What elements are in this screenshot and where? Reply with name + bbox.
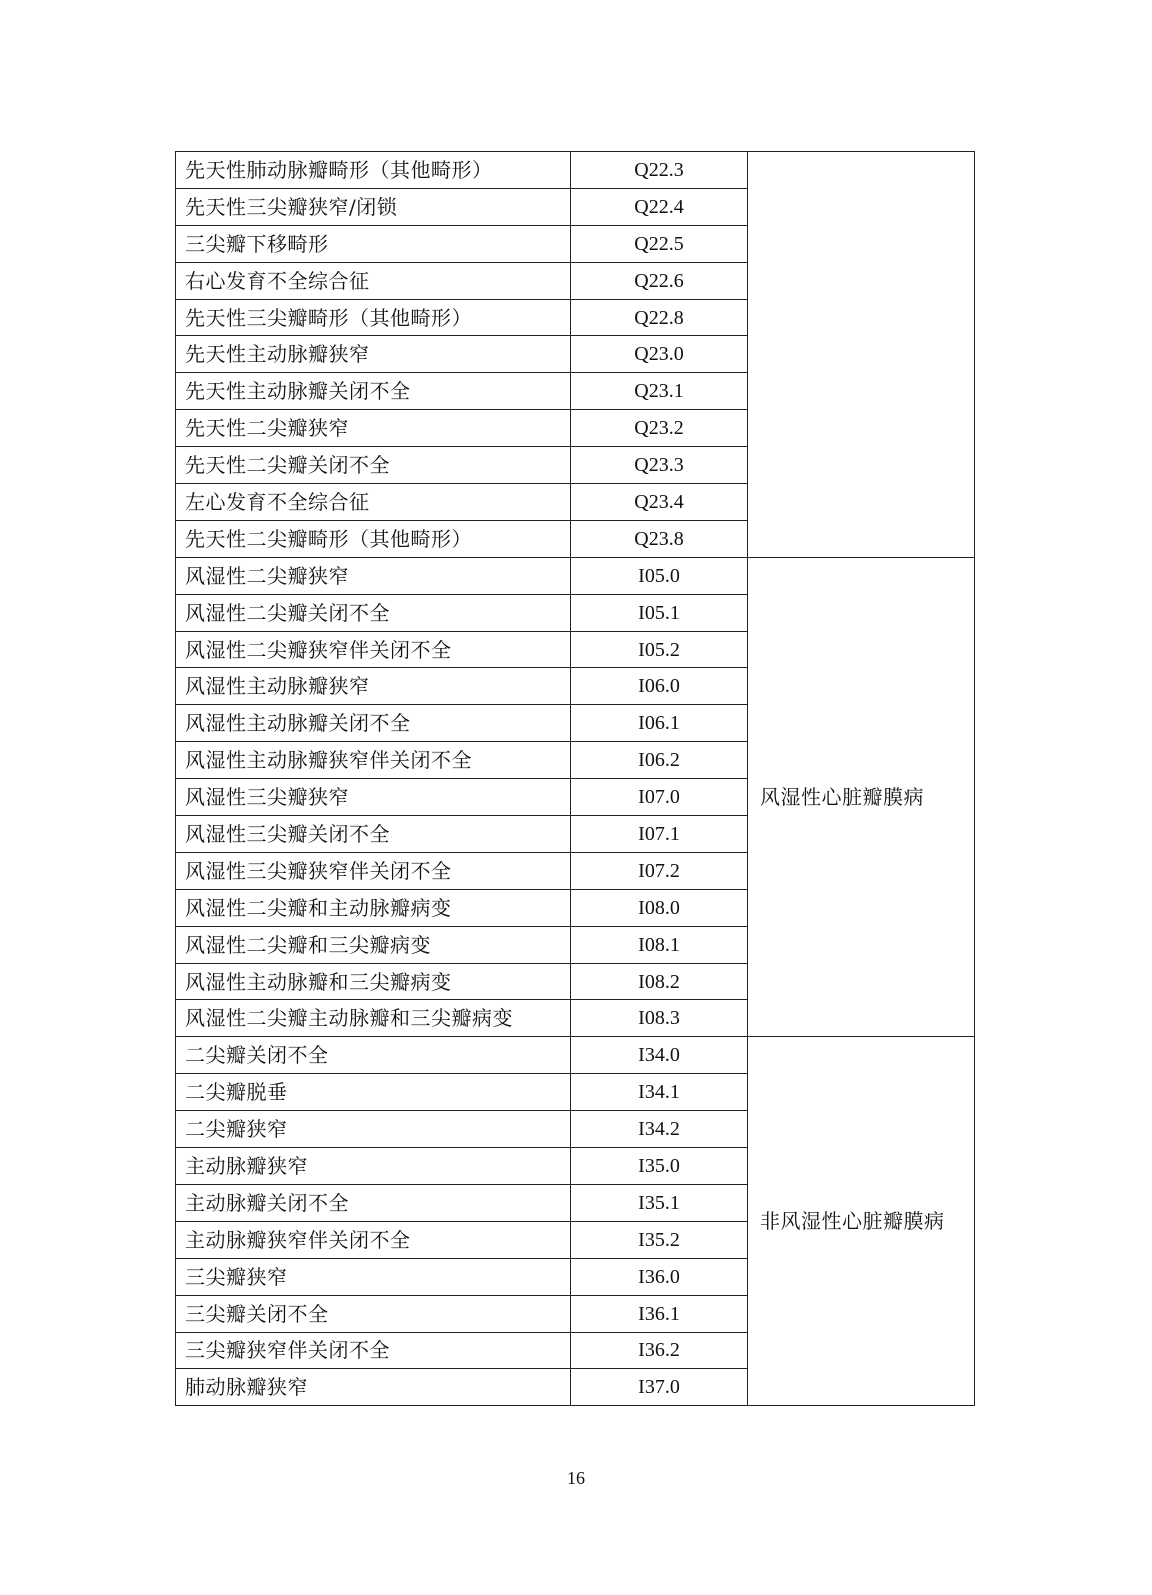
icd-code-cell: I06.0 [571, 668, 748, 705]
icd-code-cell: Q23.3 [571, 447, 748, 484]
icd-code-cell: I06.1 [571, 705, 748, 742]
disease-name-cell: 风湿性二尖瓣和主动脉瓣病变 [176, 889, 571, 926]
disease-name-cell: 风湿性二尖瓣和三尖瓣病变 [176, 926, 571, 963]
icd-code-cell: Q22.8 [571, 299, 748, 336]
disease-name-cell: 先天性主动脉瓣狭窄 [176, 336, 571, 373]
disease-name-cell: 主动脉瓣关闭不全 [176, 1184, 571, 1221]
icd-code-cell: I36.1 [571, 1295, 748, 1332]
disease-name-cell: 三尖瓣狭窄伴关闭不全 [176, 1332, 571, 1369]
page-number: 16 [567, 1468, 585, 1488]
icd-code-cell: I05.1 [571, 594, 748, 631]
icd-code-cell: I37.0 [571, 1369, 748, 1406]
icd-code-cell: Q23.1 [571, 373, 748, 410]
icd-code-cell: Q23.2 [571, 410, 748, 447]
category-cell: 风湿性心脏瓣膜病 [748, 557, 975, 1037]
icd-code-cell: Q23.0 [571, 336, 748, 373]
disease-name-cell: 主动脉瓣狭窄伴关闭不全 [176, 1221, 571, 1258]
icd-code-cell: I34.1 [571, 1074, 748, 1111]
disease-name-cell: 风湿性三尖瓣狭窄 [176, 779, 571, 816]
icd-code-cell: Q22.5 [571, 225, 748, 262]
icd-code-cell: I08.1 [571, 926, 748, 963]
disease-name-cell: 先天性二尖瓣关闭不全 [176, 447, 571, 484]
icd-code-cell: I34.2 [571, 1111, 748, 1148]
disease-name-cell: 先天性肺动脉瓣畸形（其他畸形） [176, 152, 571, 189]
icd-code-cell: I08.3 [571, 1000, 748, 1037]
disease-name-cell: 风湿性三尖瓣关闭不全 [176, 816, 571, 853]
icd-code-cell: I36.2 [571, 1332, 748, 1369]
category-cell [748, 152, 975, 558]
icd-code-cell: Q23.8 [571, 520, 748, 557]
disease-name-cell: 先天性三尖瓣畸形（其他畸形） [176, 299, 571, 336]
disease-name-cell: 二尖瓣关闭不全 [176, 1037, 571, 1074]
icd-code-cell: I08.2 [571, 963, 748, 1000]
icd-code-cell: I36.0 [571, 1258, 748, 1295]
disease-name-cell: 风湿性二尖瓣狭窄伴关闭不全 [176, 631, 571, 668]
disease-name-cell: 三尖瓣狭窄 [176, 1258, 571, 1295]
icd-code-cell: I05.2 [571, 631, 748, 668]
table-row [176, 152, 975, 189]
icd-code-cell: Q22.6 [571, 262, 748, 299]
table-row [176, 557, 975, 594]
icd-code-cell: I08.0 [571, 889, 748, 926]
disease-name-cell: 风湿性主动脉瓣关闭不全 [176, 705, 571, 742]
icd-code-cell: Q22.3 [571, 152, 748, 189]
disease-name-cell: 风湿性主动脉瓣狭窄伴关闭不全 [176, 742, 571, 779]
disease-name-cell: 肺动脉瓣狭窄 [176, 1369, 571, 1406]
disease-code-table [175, 151, 975, 1406]
category-cell: 非风湿性心脏瓣膜病 [748, 1037, 975, 1406]
disease-name-cell: 风湿性二尖瓣关闭不全 [176, 594, 571, 631]
icd-code-cell: I07.1 [571, 816, 748, 853]
icd-code-cell: Q22.4 [571, 188, 748, 225]
icd-code-cell: I35.1 [571, 1184, 748, 1221]
disease-name-cell: 左心发育不全综合征 [176, 484, 571, 521]
disease-name-cell: 先天性三尖瓣狭窄/闭锁 [176, 188, 571, 225]
disease-name-cell: 风湿性二尖瓣狭窄 [176, 557, 571, 594]
icd-code-cell: I06.2 [571, 742, 748, 779]
disease-name-cell: 主动脉瓣狭窄 [176, 1148, 571, 1185]
icd-code-cell: I05.0 [571, 557, 748, 594]
disease-name-cell: 风湿性三尖瓣狭窄伴关闭不全 [176, 852, 571, 889]
disease-name-cell: 风湿性主动脉瓣和三尖瓣病变 [176, 963, 571, 1000]
disease-name-cell: 二尖瓣狭窄 [176, 1111, 571, 1148]
icd-code-cell: Q23.4 [571, 484, 748, 521]
disease-name-cell: 先天性二尖瓣畸形（其他畸形） [176, 520, 571, 557]
icd-code-cell: I34.0 [571, 1037, 748, 1074]
icd-code-cell: I35.2 [571, 1221, 748, 1258]
disease-code-table-body [176, 152, 975, 1406]
disease-name-cell: 三尖瓣下移畸形 [176, 225, 571, 262]
disease-name-cell: 三尖瓣关闭不全 [176, 1295, 571, 1332]
icd-code-cell: I07.0 [571, 779, 748, 816]
disease-name-cell: 二尖瓣脱垂 [176, 1074, 571, 1111]
disease-name-cell: 风湿性主动脉瓣狭窄 [176, 668, 571, 705]
table-row [176, 1037, 975, 1074]
disease-name-cell: 先天性二尖瓣狭窄 [176, 410, 571, 447]
icd-code-cell: I35.0 [571, 1148, 748, 1185]
disease-name-cell: 右心发育不全综合征 [176, 262, 571, 299]
disease-name-cell: 风湿性二尖瓣主动脉瓣和三尖瓣病变 [176, 1000, 571, 1037]
icd-code-cell: I07.2 [571, 852, 748, 889]
disease-name-cell: 先天性主动脉瓣关闭不全 [176, 373, 571, 410]
